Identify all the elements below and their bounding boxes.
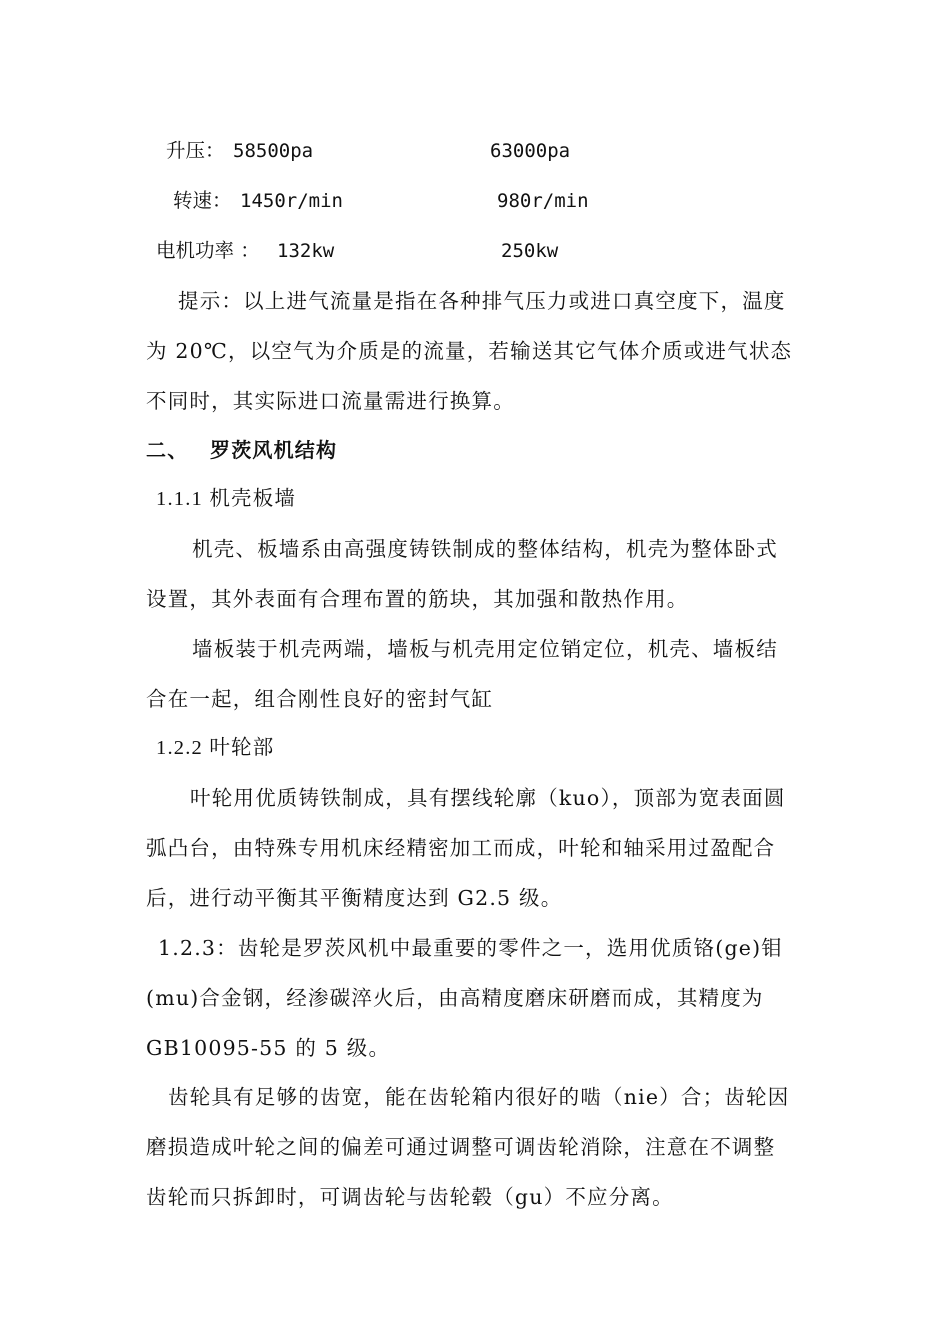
spec-label: 升压： [166, 139, 225, 162]
spec-value-1: 132kw [277, 240, 335, 262]
spec-label: 电机功率 ： [156, 239, 260, 262]
spec-value-2: 63000pa [490, 140, 571, 162]
paragraph-line: (mu)合金钢，经渗碳淬火后，由高精度磨床研磨而成，其精度为 [146, 986, 764, 1010]
spec-value-1: 1450r/min [240, 190, 343, 212]
paragraph-line: 磨损造成叶轮之间的偏差可通过调整可调齿轮消除，注意在不调整 [146, 1135, 776, 1159]
subsection-heading: 1.1.1 机壳板墙 [156, 488, 297, 510]
note-line: 不同时，其实际进口流量需进行换算。 [146, 389, 515, 413]
paragraph-line: 齿轮具有足够的齿宽，能在齿轮箱内很好的啮（nie）合；齿轮因 [168, 1085, 790, 1109]
paragraph-line: 弧凸台，由特殊专用机床经精密加工而成，叶轮和轴采用过盈配合 [146, 836, 776, 860]
paragraph-line: 设置，其外表面有合理布置的筋块，其加强和散热作用。 [146, 587, 689, 611]
spec-row-pressure [0, 136, 950, 166]
paragraph-line: 后，进行动平衡其平衡精度达到 G2.5 级。 [146, 886, 563, 910]
spec-value-2: 980r/min [497, 190, 589, 212]
paragraph-line: GB10095-55 的 5 级。 [146, 1036, 391, 1060]
paragraph-line: 墙板装于机壳两端，墙板与机壳用定位销定位，机壳、墙板结 [192, 637, 778, 661]
paragraph-line: 齿轮而只拆卸时，可调齿轮与齿轮毂（gu）不应分离。 [146, 1185, 674, 1209]
paragraph-line: 叶轮用优质铸铁制成，具有摆线轮廓（kuo），顶部为宽表面圆 [190, 786, 786, 810]
spec-value-2: 250kw [501, 240, 559, 262]
paragraph-line: 合在一起，组合刚性良好的密封气缸 [146, 687, 494, 711]
spec-value-1: 58500pa [233, 140, 314, 162]
paragraph-line: 机壳、板墙系由高强度铸铁制成的整体结构，机壳为整体卧式 [192, 537, 778, 561]
spec-row-speed [0, 186, 950, 216]
paragraph-line: 1.2.3：齿轮是罗茨风机中最重要的零件之一，选用优质铬(ge)钼 [158, 936, 784, 960]
note-line: 为 20℃，以空气为介质是的流量，若输送其它气体介质或进气状态 [146, 339, 793, 363]
subsection-heading: 1.2.2 叶轮部 [156, 737, 275, 759]
section-number: 二、 [146, 438, 189, 462]
note-line: 提示：以上进气流量是指在各种排气压力或进口真空度下，温度 [178, 289, 786, 313]
spec-row-power [0, 236, 950, 266]
section-title: 罗茨风机结构 [210, 438, 338, 462]
spec-label: 转速： [173, 189, 232, 212]
